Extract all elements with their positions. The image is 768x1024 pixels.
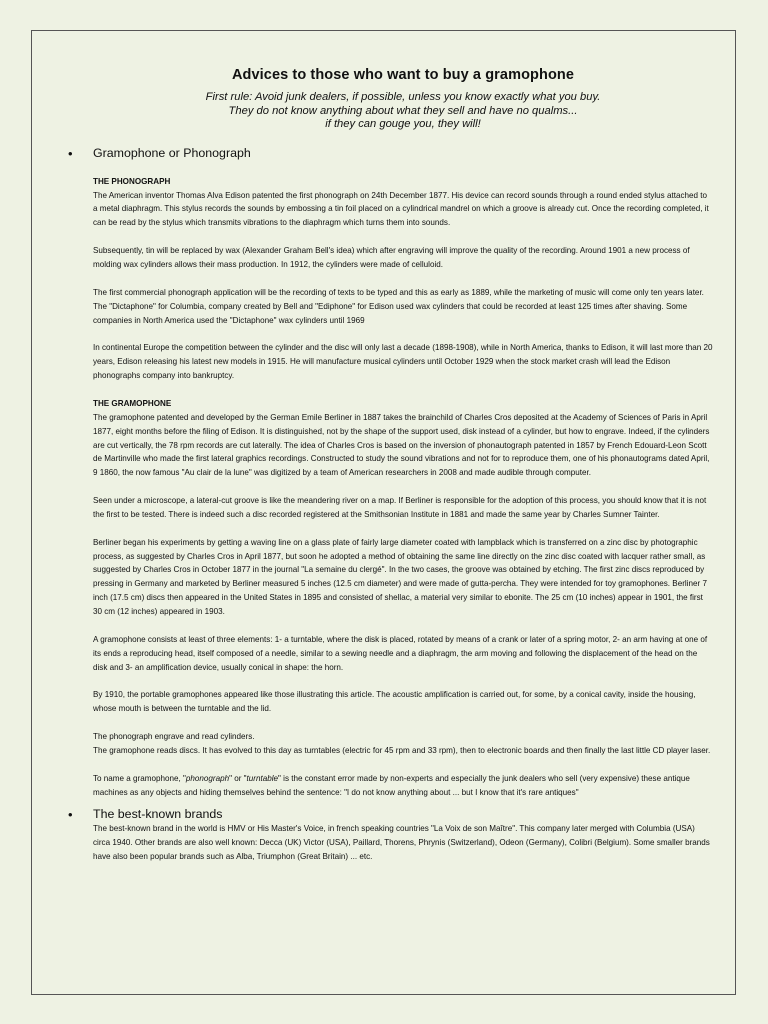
bullet-icon: •	[68, 807, 73, 823]
subheading-gramophone: THE GRAMOPHONE	[93, 398, 172, 408]
paragraph: The phonograph engrave and read cylinders.	[93, 732, 255, 742]
paragraph: By 1910, the portable gramophones appeared like those illustrating this article. The acoustic amplification is carried out, for some, by a conical cavity, inside the housing, whose mouth is between the turntable and the lid.	[93, 690, 696, 714]
subheading-phonograph: THE PHONOGRAPH	[93, 176, 171, 186]
term-turntable: turntable	[246, 773, 279, 783]
page-frame	[31, 30, 736, 995]
intro-line-1: First rule: Avoid junk dealers, if possible, unless you know exactly what you buy.	[205, 91, 601, 103]
paragraph: The first commercial phonograph application will be the recording of texts to be typed and this as early as 1889, while the marketing of music will come only ten years later. The "Dictaphone" for Columbia, company created by Bell and "Ediphone" for Edison used wax cylinders that could be recorded at least 125 times after shaving. Some companies in North America used the "Dictaphone" wax cylinders until 1969	[93, 287, 704, 325]
intro-line-2: They do not know anything about what they sell and have no qualms...	[228, 104, 578, 117]
paragraph: The American inventor Thomas Alva Edison patented the first phonograph on 24th December 1877. His device can record sounds through a round ended stylus attached to a metal diaphragm. This stylus records the sounds by embossing a tin foil placed on a cylindrical mandrel on which a groove is already cut. Once the recording completed, it can be read by the stylus which transmits vibrations to the diaphragm which turns them into sounds.	[93, 190, 709, 228]
bullet-icon: •	[68, 145, 73, 161]
intro-line-3: if they can gouge you, they will!	[325, 118, 481, 131]
intro-rule	[93, 91, 713, 132]
term-phonograph: phonograph	[185, 773, 230, 783]
paragraph: Subsequently, tin will be replaced by wax (Alexander Graham Bell's idea) which after engraving will improve the quality of the recording. Around 1901 a new process of molding wax cylinders allows their mass production. In 1912, the cylinders were made of celluloid.	[93, 246, 690, 269]
section-heading-brands	[68, 807, 713, 823]
paragraph: The best-known brand in the world is HMV or His Master's Voice, in french speaking countries "La Voix de son Maître". This company later merged with Columbia (USA) circa 1940. Other brands are also well known: Decca (UK) Victor (USA), Paillard, Thorens, Phrynis (Switzerland), Odeon (Germany), Colibri (Belgium). Some smaller brands have also been popular brands such as Alba, Triumphon (Great Britain) ... etc.	[93, 824, 710, 862]
section-heading-text: Gramophone or Phonograph	[93, 145, 251, 160]
section-heading-text: The best-known brands	[93, 807, 223, 822]
paragraph: The gramophone patented and developed by the German Emile Berliner in 1887 takes the brainchild of Charles Cros deposited at the Academy of Sciences of Paris in April 1877, eight months before the filing of Edison. It is distinguished, not by the shape of the support used, disk instead of a cylinder, but how to engrave. Indeed, if the cylinders are cut vertically, the 78 rpm records are cut laterally. The idea of Charles Cros is based on the inversion of phonautograph patented in 1857 by French Edouard-Leon Scott de Martinville who made the first lateral graphics recordings. Constructed to study the sound vibrations and not for to reproduce them, one of his phonautograms dated April, 9 1860, the now famous "Au clair de la lune" was digitized by a team of American researchers in 2008 and made audible through computer.	[93, 412, 710, 478]
document-title: Advices to those who want to buy a gramophone	[231, 67, 575, 83]
paragraph-naming-error: To name a gramophone, "phonograph" or "turntable" is the constant error made by non-experts and especially the junk dealers who sell (very expensive) these antique machines as any objects and hiding themselves behind the sentence: "I do not know anything about ... but I know that it's rare antiques"	[93, 773, 690, 797]
paragraph: Berliner began his experiments by getting a waving line on a glass plate of fairly large diameter coated with lampblack which is transferred on a zinc disc by photographic process, as suggested by Charles Cros in April 1877, but soon he adopted a method of obtaining the same line directly on the zinc disc coated with lacquer rather small, as suggested by Charles Cros in October 1877 in the journal "La semaine du clergé". In the two cases, the groove was obtained by etching. The first zinc discs reproduced by pressing in Germany and marketed by Berliner measured 5 inches (12.5 cm diameter) and were made of gutta-percha. They were intended for toy gramophones. Berliner 7 inch (17.5 cm) discs then appeared in the United States in 1895 and consisted of shellac, a material very similar to ebonite. The 25 cm (10 inches) appear in 1901, the first 30 cm (12 inches) appeared in 1903.	[93, 537, 707, 617]
paragraph: The gramophone reads discs. It has evolved to this day as turntables (electric for 45 rpm and 33 rpm), then to electronic boards and then finally the last little CD player laser.	[93, 745, 711, 755]
paragraph: A gramophone consists at least of three elements: 1- a turntable, where the disk is placed, rotated by means of a crank or later of a spring motor, 2- an arm having at one of its ends a reproducing head, itself composed of a needle, similar to a sewing needle and a diaphragm, the arm moving and following the displacement of the head on the disk and 3- an amplification device, usually conical in shape: the horn.	[93, 634, 708, 672]
paragraph: In continental Europe the competition between the cylinder and the disc will only last a decade (1898-1908), while in North America, thanks to Edison, it will last more than 20 years, Edison releasing his latest new models in 1915. He will manufacture musical cylinders until October 1929 when the stock market crash will lead the Edison phonographs company into bankruptcy.	[93, 343, 713, 381]
document-body	[68, 67, 713, 864]
paragraph: Seen under a microscope, a lateral-cut groove is like the meandering river on a map. If Berliner is responsible for the adoption of this process, you should know that it is not the first to be tested. There is indeed such a disc recorded registered at the Smithsonian Institute in 1881 and made the same year by Charles Sumner Tainter.	[93, 496, 707, 519]
section-heading-gramophone	[68, 145, 713, 161]
